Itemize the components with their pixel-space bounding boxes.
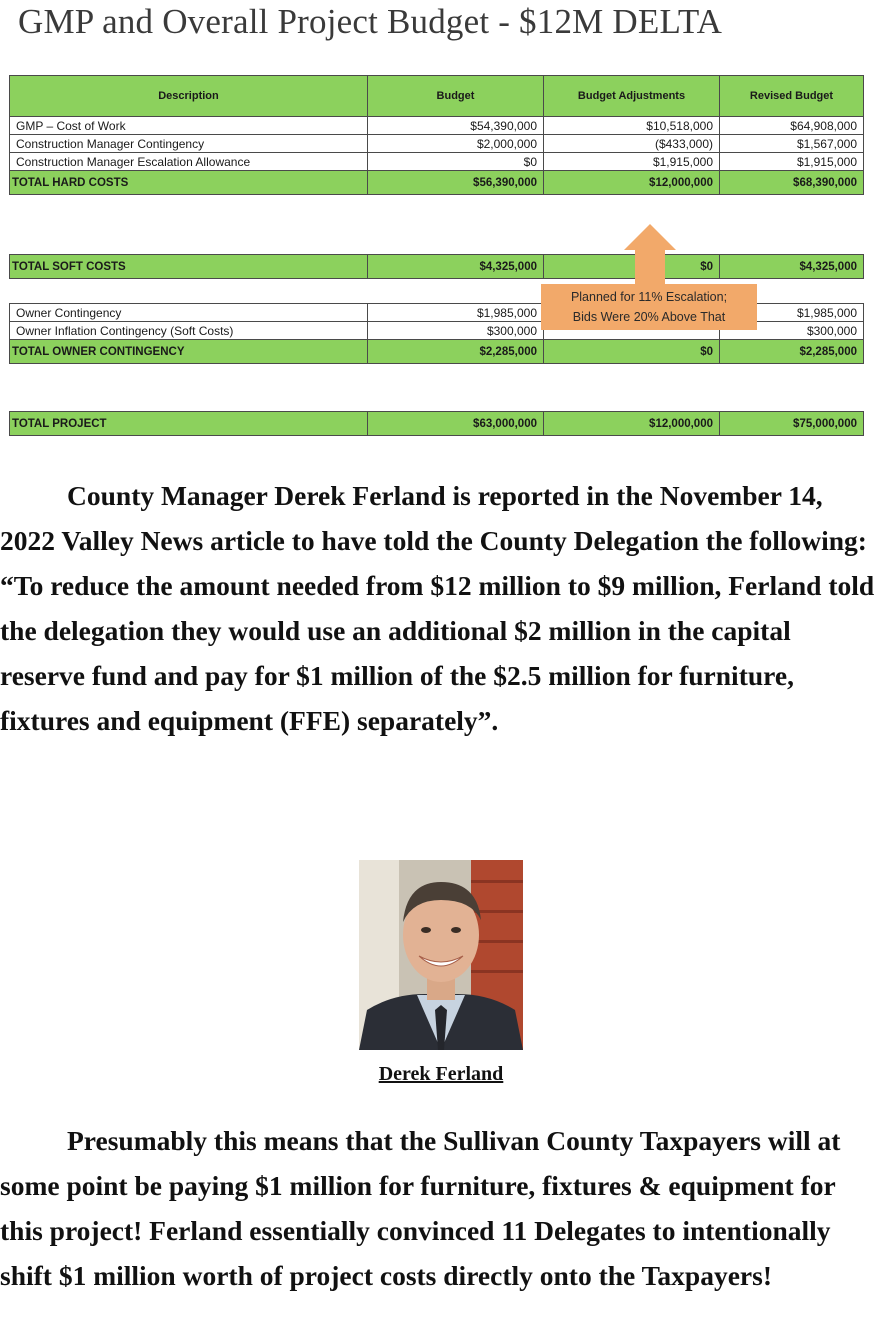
cell-adjustment: $0: [544, 340, 720, 364]
commentary-paragraph: [0, 1118, 875, 1298]
cell-adjustment: $0: [544, 255, 720, 279]
table-row: [10, 135, 864, 153]
total-hard-costs-row: [10, 171, 864, 195]
cell-description: TOTAL OWNER CONTINGENCY: [10, 340, 368, 364]
cell-budget: $1,985,000: [368, 304, 544, 322]
cell-adjustment: $12,000,000: [544, 412, 720, 436]
cell-budget: $63,000,000: [368, 412, 544, 436]
cell-description: Construction Manager Contingency: [10, 135, 368, 153]
cell-budget: $2,285,000: [368, 340, 544, 364]
header-budget-adjustments: Budget Adjustments: [544, 76, 720, 117]
table-row: [10, 117, 864, 135]
budget-table-soft-costs: [9, 254, 864, 279]
header-description: Description: [10, 76, 368, 117]
table-header-row: [10, 76, 864, 117]
cell-revised: $1,985,000: [720, 304, 864, 322]
callout-line-1: Planned for 11% Escalation;: [570, 290, 728, 304]
cell-description: TOTAL PROJECT: [10, 412, 368, 436]
cell-description: Owner Contingency: [10, 304, 368, 322]
cell-budget: $54,390,000: [368, 117, 544, 135]
cell-budget: $0: [368, 153, 544, 171]
derek-ferland-photo: [359, 860, 523, 1050]
cell-revised: $1,915,000: [720, 153, 864, 171]
cell-revised: $300,000: [720, 322, 864, 340]
quote-paragraph-text: County Manager Derek Ferland is reported in the November 14, 2022 Valley News article to have told the County Delegation the following: “To reduce the amount needed from $12 million to $9 million, Ferland told the delegation they would use an additional $2 million in the capital reserve fund and pay for $1 million of the $2.5 million for furniture, fixtures and equipment (FFE) separately”.: [0, 480, 875, 736]
cell-revised: $1,567,000: [720, 135, 864, 153]
total-project-row: [10, 412, 864, 436]
cell-revised: $75,000,000: [720, 412, 864, 436]
cell-adjustment: $12,000,000: [544, 171, 720, 195]
cell-budget: $2,000,000: [368, 135, 544, 153]
cell-revised: $2,285,000: [720, 340, 864, 364]
cell-description: Construction Manager Escalation Allowance: [10, 153, 368, 171]
budget-table-hard-costs: [9, 75, 864, 195]
cell-description: GMP – Cost of Work: [10, 117, 368, 135]
table-row: [10, 153, 864, 171]
cell-description: Owner Inflation Contingency (Soft Costs): [10, 322, 368, 340]
callout-arrow-stem: [635, 249, 665, 285]
total-soft-costs-row: [10, 255, 864, 279]
header-budget: Budget: [368, 76, 544, 117]
cell-description: TOTAL HARD COSTS: [10, 171, 368, 195]
photo-caption: Derek Ferland: [378, 1063, 504, 1085]
escalation-callout: [541, 284, 757, 330]
cell-description: TOTAL SOFT COSTS: [10, 255, 368, 279]
commentary-paragraph-text: Presumably this means that the Sullivan County Taxpayers will at some point be paying $1 million for furniture, fixtures & equipment for this project! Ferland essentially convinced 11 Delegates to intentionally shift $1 million worth of project costs directly onto the Taxpayers!: [0, 1125, 841, 1291]
page-title: GMP and Overall Project Budget - $12M DELTA: [18, 2, 723, 41]
cell-budget: $56,390,000: [368, 171, 544, 195]
cell-revised: $68,390,000: [720, 171, 864, 195]
cell-adjustment: $1,915,000: [544, 153, 720, 171]
cell-revised: $4,325,000: [720, 255, 864, 279]
quote-paragraph: [0, 473, 875, 743]
callout-line-2: Bids Were 20% Above That: [572, 310, 726, 324]
callout-arrow-icon: [624, 224, 676, 250]
header-revised-budget: Revised Budget: [720, 76, 864, 117]
total-owner-contingency-row: [10, 340, 864, 364]
portrait-icon: [359, 860, 523, 1050]
cell-revised: $64,908,000: [720, 117, 864, 135]
cell-adjustment: $10,518,000: [544, 117, 720, 135]
budget-table-total-project: [9, 411, 864, 436]
cell-budget: $300,000: [368, 322, 544, 340]
cell-budget: $4,325,000: [368, 255, 544, 279]
cell-adjustment: ($433,000): [544, 135, 720, 153]
